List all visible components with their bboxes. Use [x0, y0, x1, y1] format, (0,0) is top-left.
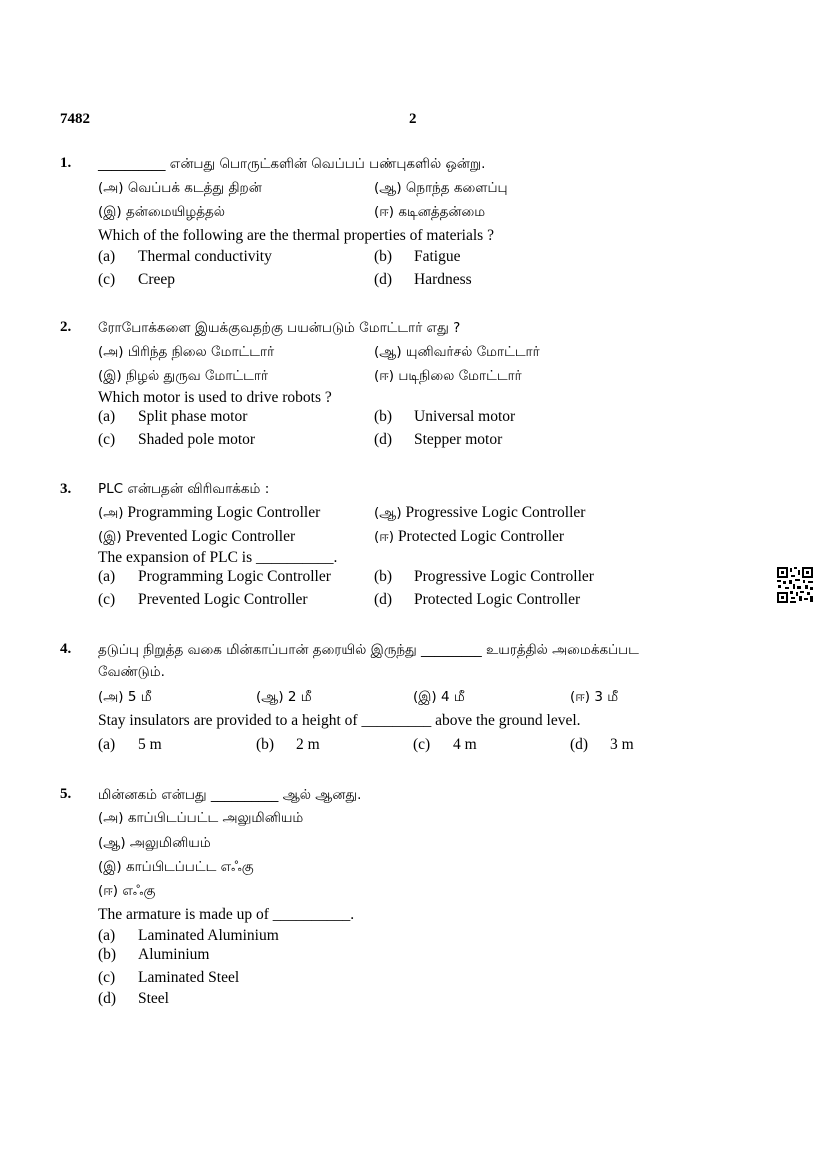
question-number: 4.	[60, 641, 72, 657]
english-question: Which of the following are the thermal properties of materials ?	[98, 227, 494, 244]
qr-code-icon	[776, 566, 814, 604]
tamil-question: PLC என்பதன் விரிவாக்கம் :	[98, 481, 270, 497]
question-number: 1.	[60, 155, 72, 171]
english-option-a: (a) Split phase motor	[98, 408, 248, 425]
tamil-option-d: (ஈ) கடினத்தன்மை	[374, 204, 486, 220]
paper-code: 7482	[60, 111, 90, 127]
tamil-option-a: (அ) வெப்பக் கடத்து திறன்	[98, 180, 262, 196]
tamil-option-b: (ஆ) 2 மீ	[256, 689, 312, 705]
tamil-question: ரோபோக்களை இயக்குவதற்கு பயன்படும் மோட்டார் எது ?	[98, 320, 461, 336]
english-option-d: (d) Hardness	[374, 271, 472, 288]
english-option-c: (c) 4 m	[413, 736, 477, 753]
tamil-option-a: (அ) Programming Logic Controller	[98, 504, 321, 521]
question-number: 3.	[60, 481, 72, 497]
english-question: Which motor is used to drive robots ?	[98, 389, 332, 406]
english-option-c: (c) Shaded pole motor	[98, 431, 256, 448]
english-question: Stay insulators are provided to a height of _________ above the ground level.	[98, 712, 581, 729]
english-option-a: (a) Laminated Aluminium	[98, 927, 279, 944]
english-option-a: (a) Programming Logic Controller	[98, 568, 331, 585]
english-option-b: (b) Fatigue	[374, 248, 461, 265]
english-option-b: (b) Progressive Logic Controller	[374, 568, 594, 585]
tamil-question: மின்னகம் என்பது __________ ஆல் ஆனது.	[98, 787, 362, 803]
tamil-option-a: (அ) பிரிந்த நிலை மோட்டார்	[98, 344, 275, 360]
tamil-option-c: (இ) நிழல் துருவ மோட்டார்	[98, 368, 269, 384]
tamil-option-c: (இ) தன்மையிழத்தல்	[98, 204, 225, 220]
page-number: 2	[409, 111, 417, 127]
tamil-question-line-2: வேண்டும்.	[98, 664, 165, 680]
tamil-question-line-1: தடுப்பு நிறுத்த வகை மின்காப்பான் தரையில் இருந்து _________ உயரத்தில் அமைக்கப்பட	[98, 642, 639, 658]
tamil-option-b: (ஆ) அலுமினியம்	[98, 835, 211, 851]
tamil-question: __________ என்பது பொருட்களின் வெப்பப் பண்புகளில் ஒன்று.	[98, 156, 486, 172]
english-option-d: (d) Stepper motor	[374, 431, 503, 448]
tamil-option-b: (ஆ) யுனிவர்சல் மோட்டார்	[374, 344, 540, 360]
english-question: The armature is made up of __________.	[98, 906, 355, 923]
english-option-c: (c) Creep	[98, 271, 176, 288]
english-option-d: (d) Steel	[98, 990, 169, 1007]
english-option-d: (d) Protected Logic Controller	[374, 591, 581, 608]
tamil-option-d: (ஈ) Protected Logic Controller	[374, 528, 565, 545]
question-number: 5.	[60, 786, 72, 802]
tamil-option-d: (ஈ) 3 மீ	[570, 689, 619, 705]
tamil-option-a: (அ) காப்பிடப்பட்ட அலுமினியம்	[98, 810, 304, 826]
tamil-option-c: (இ) Prevented Logic Controller	[98, 528, 296, 545]
tamil-option-d: (ஈ) படிநிலை மோட்டார்	[374, 368, 522, 384]
english-option-b: (b) Aluminium	[98, 946, 210, 963]
english-question: The expansion of PLC is __________.	[98, 549, 338, 566]
tamil-option-d: (ஈ) எஃகு	[98, 883, 156, 899]
tamil-option-a: (அ) 5 மீ	[98, 689, 152, 705]
tamil-option-b: (ஆ) Progressive Logic Controller	[374, 504, 586, 521]
tamil-option-c: (இ) காப்பிடப்பட்ட எஃகு	[98, 859, 254, 875]
tamil-option-c: (இ) 4 மீ	[413, 689, 465, 705]
english-option-b: (b) Universal motor	[374, 408, 516, 425]
english-option-a: (a) 5 m	[98, 736, 162, 753]
english-option-c: (c) Laminated Steel	[98, 969, 240, 986]
english-option-a: (a) Thermal conductivity	[98, 248, 272, 265]
english-option-c: (c) Prevented Logic Controller	[98, 591, 308, 608]
english-option-d: (d) 3 m	[570, 736, 634, 753]
question-number: 2.	[60, 319, 72, 335]
tamil-option-b: (ஆ) நொந்த களைப்பு	[374, 180, 508, 196]
english-option-b: (b) 2 m	[256, 736, 320, 753]
